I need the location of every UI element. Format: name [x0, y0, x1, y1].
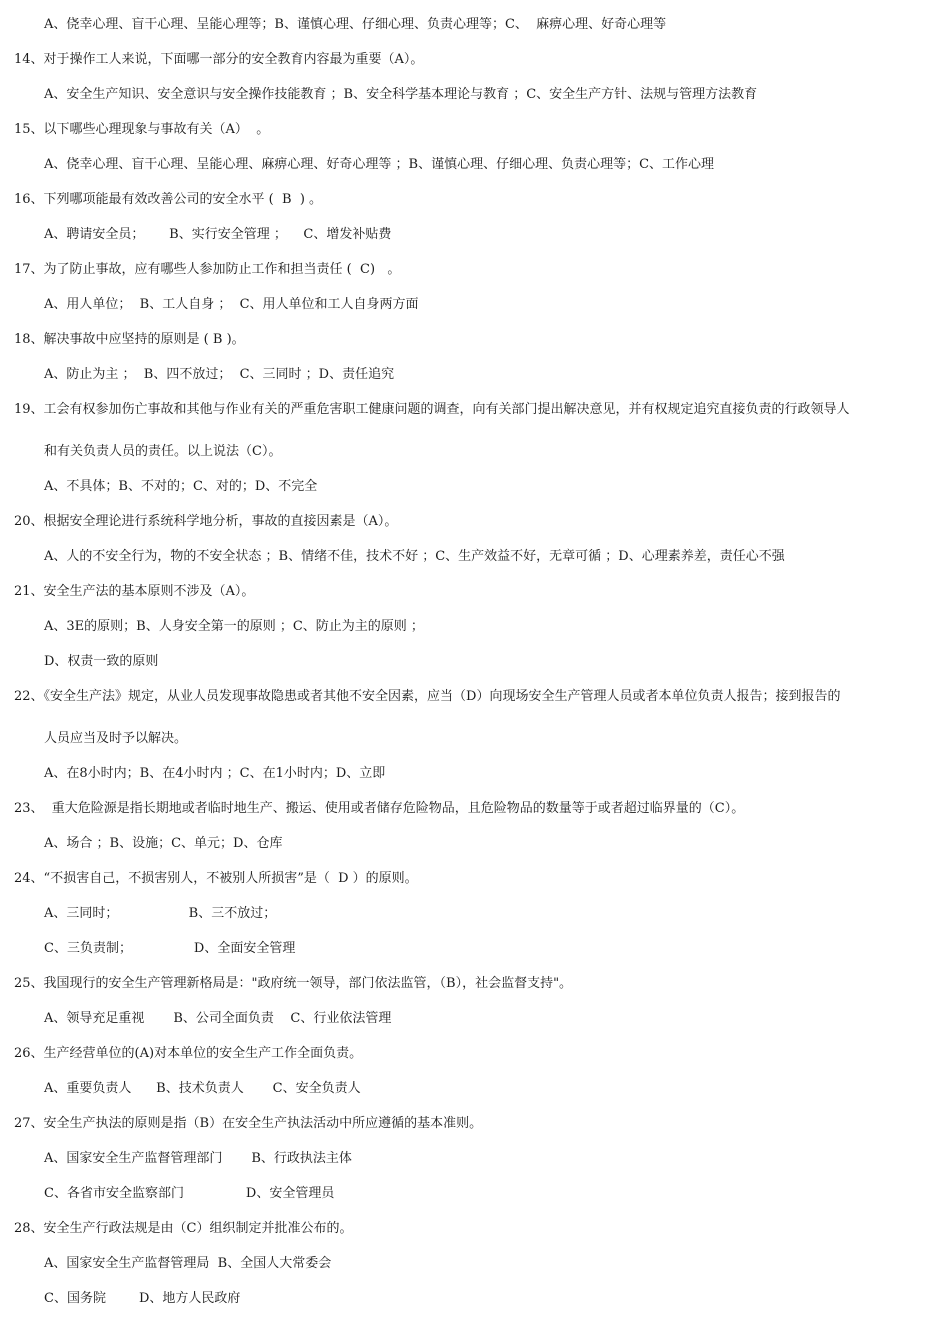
question-17: 17、为了防止事故，应有哪些人参加防止工作和担当责任 ( C) 。 — [14, 262, 401, 277]
option-line: A、不具体；B、不对的；C、对的；D、不完全 — [44, 479, 318, 494]
question-16: 16、下列哪项能最有效改善公司的安全水平 ( B ) 。 — [14, 192, 323, 207]
option-line: C、各省市安全监察部门 D、安全管理员 — [44, 1186, 335, 1201]
option-line: A、用人单位； B、工人自身 ； C、用人单位和工人自身两方面 — [44, 297, 419, 312]
option-line: A、侥幸心理、盲干心理、呈能心理等；B、谨慎心理、仔细心理、负责心理等；C、 麻痹心理、好奇心理等 — [44, 17, 667, 32]
question-20: 20、根据安全理论进行系统科学地分析，事故的直接因素是（A）。 — [14, 514, 398, 529]
question-15: 15、以下哪些心理现象与事故有关（A） 。 — [14, 122, 270, 137]
option-line: A、重要负责人 B、技术负责人 C、安全负责人 — [44, 1081, 361, 1096]
question-14: 14、对于操作工人来说，下面哪一部分的安全教育内容最为重要（A）。 — [14, 52, 424, 67]
question-21: 21、安全生产法的基本原则不涉及（A）。 — [14, 584, 255, 599]
question-22: 22、《安全生产法》规定，从业人员发现事故隐患或者其他不安全因素，应当（D）向现场安全生产管理人员或者本单位负责人报告；接到报告的 — [14, 689, 841, 704]
question-24: 24、“不损害自己，不损害别人，不被别人所损害”是（ D ）的原则。 — [14, 871, 418, 886]
option-line: A、国家安全生产监督管理局 B、全国人大常委会 — [44, 1256, 332, 1271]
question-19: 19、工会有权参加伤亡事故和其他与作业有关的严重危害职工健康问题的调查，向有关部门提出解决意见，并有权规定追究直接负责的行政领导人 — [14, 402, 850, 417]
question-23: 23、 重大危险源是指长期地或者临时地生产、搬运、使用或者储存危险物品，且危险物品的数量等于或者超过临界量的（C）。 — [14, 801, 745, 816]
question-28: 28、安全生产行政法规是由（C）组织制定并批准公布的。 — [14, 1221, 353, 1236]
option-line: A、安全生产知识、安全意识与安全操作技能教育 ；B、安全科学基本理论与教育 ；C、安全生产方针、法规与管理方法教育 — [44, 87, 758, 102]
option-line: A、场合 ；B、设施；C、单元；D、仓库 — [44, 836, 283, 851]
option-line: C、三负责制； D、全面安全管理 — [44, 941, 296, 956]
option-line: A、侥幸心理、盲干心理、呈能心理、麻痹心理、好奇心理等 ；B、谨慎心理、仔细心理、负责心理等；C、工作心理 — [44, 157, 715, 172]
question-continuation: 人员应当及时予以解决。 — [44, 731, 188, 746]
option-line: A、人的不安全行为，物的不安全状态 ；B、情绪不佳，技术不好 ；C、生产效益不好，无章可循 ；D、心理素养差，责任心不强 — [44, 549, 785, 564]
option-line: A、3E的原则；B、人身安全第一的原则 ；C、防止为主的原则 ； — [44, 619, 424, 634]
option-line: A、三同时； B、三不放过； — [44, 906, 277, 921]
option-line: A、国家安全生产监督管理部门 B、行政执法主体 — [44, 1151, 352, 1166]
option-line: A、聘请安全员； B、实行安全管理 ； C、增发补贴费 — [44, 227, 392, 242]
question-continuation: 和有关负责人员的责任。以上说法（C）。 — [44, 444, 282, 459]
option-line: C、国务院 D、地方人民政府 — [44, 1291, 241, 1306]
question-25: 25、我国现行的安全生产管理新格局是："政府统一领导，部门依法监管，（B），社会监督支持"。 — [14, 976, 573, 991]
question-27: 27、安全生产执法的原则是指（B）在安全生产执法活动中所应遵循的基本准则。 — [14, 1116, 483, 1131]
option-line: A、在8小时内；B、在4小时内 ；C、在1小时内；D、立即 — [44, 766, 386, 781]
option-line: A、领导充足重视 B、公司全面负责 C、行业依法管理 — [44, 1011, 392, 1026]
question-18: 18、解决事故中应坚持的原则是 ( B )。 — [14, 332, 245, 347]
option-line: A、防止为主 ； B、四不放过； C、三同时 ；D、责任追究 — [44, 367, 395, 382]
question-26: 26、生产经营单位的(A)对本单位的安全生产工作全面负责。 — [14, 1046, 363, 1061]
option-line: D、权责一致的原则 — [44, 654, 159, 669]
